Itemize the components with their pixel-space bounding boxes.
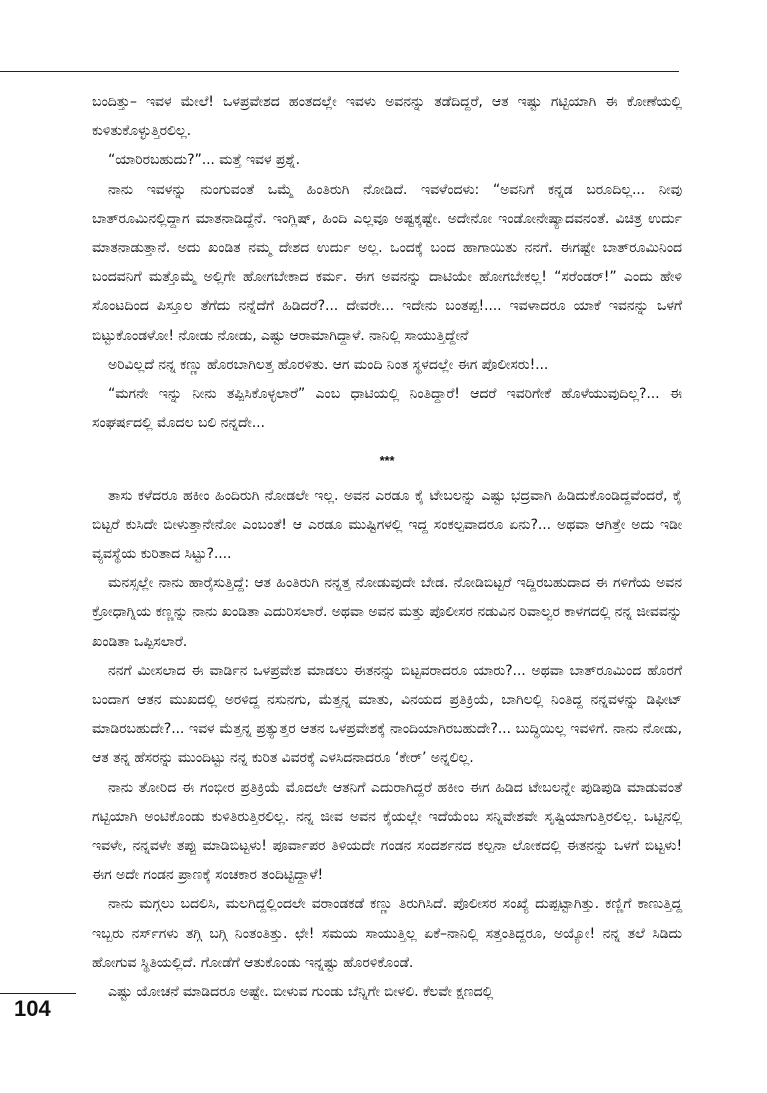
paragraph: ಬಂದಿತ್ತು– ಇವಳ ಮೇಲೆ! ಒಳಪ್ರವೇಶದ ಹಂತದಲ್ಲೇ ಇವಳು ಅವನನ್ನು ತಡೆದಿದ್ದರೆ, ಆತ ಇಷ್ಟು ಗಟ್ಟಿಯಾಗಿ ಈ ಕೋಣೆಯಲ್ಲಿ ಕುಳಿತುಕೊಳ್ಳುತ್ತಿರಲಿಲ್ಲ. bbox=[92, 94, 682, 140]
paragraph: “ಮಗನೇ ಇನ್ನು ನೀನು ತಪ್ಪಿಸಿಕೊಳ್ಳಲಾರೆ” ಎಂಬ ಧಾಟಿಯಲ್ಲಿ ನಿಂತಿದ್ದಾರೆ! ಆದರೆ ಇವರಿಗೇಕೆ ಹೊಳೆಯುವುದಿಲ್ಲ?... ಈ ಸಂಘರ್ಷದಲ್ಲಿ ಮೊದಲ ಬಲಿ ನನ್ನದೇ... bbox=[92, 386, 682, 432]
section-separator: *** bbox=[379, 453, 395, 469]
paragraph: ಅರಿವಿಲ್ಲದೆ ನನ್ನ ಕಣ್ಣು ಹೊರಬಾಗಿಲತ್ತ ಹೊರಳಿತು. ಆಗ ಮಂದಿ ನಿಂತ ಸ್ಥಳದಲ್ಲೇ ಈಗ ಪೊಲೀಸರು!... bbox=[108, 356, 549, 373]
paragraph: ನನಗೆ ಮೀಸಲಾದ ಈ ವಾರ್ಡಿನ ಒಳಪ್ರವೇಶ ಮಾಡಲು ಈತನನ್ನು ಬಿಟ್ಟವರಾದರೂ ಯಾರು?... ಅಥವಾ ಬಾತ್‌ರೂಮಿಂದ ಹೊರಗೆ ಬಂದಾಗ ಆತನ ಮುಖದಲ್ಲಿ ಅರಳಿದ್ದ ನಸುನಗು, ಮೆತ್ತನ್ನ ಮಾತು, ವಿನಯದ ಪ್ರತಿಕ್ರಿಯೆ, ಬಾಗಿಲಲ್ಲಿ ನಿಂತಿದ್ದ ನನ್ನವಳನ್ನು ಡಿಫೀಟ್ ಮಾಡಿರಬಹುದೇ?... ಇವಳ ಮೆತ್ತನ್ನ ಪ್ರತ್ಯುತ್ತರ ಆತನ ಒಳಪ್ರವೇಶಕ್ಕೆ ನಾಂದಿಯಾಗಿರಬಹುದೇ?... ಬುದ್ಧಿಯಿಲ್ಲ ಇವಳಿಗೆ. ನಾನು ನೋಡು, ಆತ ತನ್ನ ಹೆಸರನ್ನು ಮುಂದಿಟ್ಟು ನನ್ನ ಕುರಿತ ವಿವರಕ್ಕೆ ಎಳಸಿದನಾದರೂ ‘ಕೇರ್’ ಅನ್ನಲಿಲ್ಲ. bbox=[92, 662, 682, 767]
page-number: 104 bbox=[14, 996, 51, 1021]
footer-rule bbox=[0, 993, 76, 994]
paragraph: ಎಷ್ಟು ಯೋಚನೆ ಮಾಡಿದರೂ ಅಷ್ಟೇ. ಬೀಳುವ ಗುಂಡು ಬೆನ್ನಿಗೇ ಬೀಳಲಿ. ಕೆಲವೇ ಕ್ಷಣದಲ್ಲಿ bbox=[108, 984, 494, 1001]
paragraph: ಮನಸ್ಸಲ್ಲೇ ನಾನು ಹಾರೈಸುತ್ತಿದ್ದೆ: ಆತ ಹಿಂತಿರುಗಿ ನನ್ನತ್ತ ನೋಡುವುದೇ ಬೇಡ. ನೋಡಿಬಿಟ್ಟರೆ ಇದ್ದಿರಬಹುದಾದ ಈ ಗಳಿಗೆಯ ಅವನ ಕ್ರೋಧಾಗ್ನಿಯ ಕಣ್ಣನ್ನು ನಾನು ಖಂಡಿತಾ ಎದುರಿಸಲಾರೆ. ಅಥವಾ ಅವನ ಮತ್ತು ಪೊಲೀಸರ ನಡುವಿನ ರಿವಾಲ್ವರ ಕಾಳಗದಲ್ಲಿ ನನ್ನ ಜೀವವನ್ನು ಖಂಡಿತಾ ಒಪ್ಪಿಸಲಾರೆ. bbox=[92, 575, 682, 650]
paragraph: ನಾನು ಮಗ್ಗಲು ಬದಲಿಸಿ, ಮಲಗಿದ್ದಲ್ಲಿಂದಲೇ ವರಾಂಡಕಡೆ ಕಣ್ಣು ತಿರುಗಿಸಿದೆ. ಪೊಲೀಸರ ಸಂಖ್ಯೆ ದುಪ್ಪಟ್ಟಾಗಿತ್ತು. ಕಣ್ಣಿಗೆ ಕಾಣುತ್ತಿದ್ದ ಇಬ್ಬರು ನರ್ಸ್‌ಗಳು ತಗ್ಗಿ ಬಗ್ಗಿ ನಿಂತಂತಿತ್ತು. ಛೇ! ಸಮಯ ಸಾಯುತ್ತಿಲ್ಲ ಏಕೆ–ನಾನಿಲ್ಲಿ ಸತ್ತಂತಿದ್ದರೂ, ಅಯ್ಯೋ! ನನ್ನ ತಲೆ ಸಿಡಿದು ಹೋಗುವ ಸ್ಥಿತಿಯಲ್ಲಿದೆ. ಗೋಡೆಗೆ ಆತುಕೊಂಡು ಇನ್ನಷ್ಟು ಹೊರಳಿಕೊಂಡೆ. bbox=[92, 896, 682, 971]
paragraph: “ಯಾರಿರಬಹುದು?”... ಮತ್ತೆ ಇವಳ ಪ್ರಶ್ನೆ. bbox=[108, 152, 300, 169]
body-text bbox=[92, 88, 682, 1007]
paragraph: ತಾಸು ಕಳೆದರೂ ಹಕೀಂ ಹಿಂದಿರುಗಿ ನೋಡಲೇ ಇಲ್ಲ. ಅವನ ಎರಡೂ ಕೈ ಟೇಬಲನ್ನು ಎಷ್ಟು ಭದ್ರವಾಗಿ ಹಿಡಿದುಕೊಂಡಿದ್ದವೆಂದರೆ, ಕೈ ಬಿಟ್ಟರೆ ಕುಸಿದೇ ಬೀಳುತ್ತಾನೇನೋ ಎಂಬಂತೆ! ಆ ಎರಡೂ ಮುಷ್ಟಿಗಳಲ್ಲಿ ಇದ್ದ ಸಂಕಲ್ಪವಾದರೂ ಏನು?... ಅಥವಾ ಆಗಿತ್ತೇ ಅದು ಇಡೀ ವ್ಯವಸ್ಥೆಯ ಕುರಿತಾದ ಸಿಟ್ಟು?.... bbox=[92, 487, 682, 563]
paragraph: ನಾನು ತೋರಿದ ಈ ಗಂಭೀರ ಪ್ರತಿಕ್ರಿಯೆ ಮೊದಲೇ ಆತನಿಗೆ ಎದುರಾಗಿದ್ದರೆ ಹಕೀಂ ಈಗ ಹಿಡಿದ ಟೇಬಲನ್ನೇ ಪುಡಿಪುಡಿ ಮಾಡುವಂತೆ ಗಟ್ಟಿಯಾಗಿ ಅಂಟಿಕೊಂಡು ಕುಳಿತಿರುತ್ತಿರಲಿಲ್ಲ. ನನ್ನ ಜೀವ ಅವನ ಕೈಯಲ್ಲೇ ಇದೆಯೆಂಬ ಸನ್ನಿವೇಶವೇ ಸೃಷ್ಟಿಯಾಗುತ್ತಿರಲಿಲ್ಲ. ಒಟ್ಟಿನಲ್ಲಿ ಇವಳೇ, ನನ್ನವಳೇ ತಪ್ಪು ಮಾಡಿಬಿಟ್ಟಳು! ಪೂರ್ವಾಪರ ತಿಳಿಯದೇ ಗಂಡನ ಸಂದರ್ಶನದ ಕಲ್ಪನಾ ಲೋಕದಲ್ಲಿ ಈತನನ್ನು ಒಳಗೆ ಬಿಟ್ಟಳು! ಈಗ ಅದೇ ಗಂಡನ ಪ್ರಾಣಕ್ಕೆ ಸಂಚಕಾರ ತಂದಿಟ್ಟಿದ್ದಾಳೆ! bbox=[92, 779, 682, 884]
header-rule bbox=[0, 71, 679, 72]
paragraph: ನಾನು ಇವಳನ್ನು ನುಂಗುವಂತೆ ಒಮ್ಮೆ ಹಿಂತಿರುಗಿ ನೋಡಿದೆ. ಇವಳೆಂದಳು: “ಅವನಿಗೆ ಕನ್ನಡ ಬರೂದಿಲ್ಲ... ನೀವು ಬಾತ್‌ರೂಮಿನಲ್ಲಿದ್ದಾಗ ಮಾತನಾಡಿದ್ದೆನೆ. ಇಂಗ್ಲಿಷ್, ಹಿಂದಿ ಎಲ್ಲವೂ ಅಷ್ಟಕ್ಕಷ್ಟೇ. ಅದೇನೋ ಇಂಡೋನೇಷ್ಯಾದವನಂತೆ. ವಿಚಿತ್ರ ಉರ್ದು ಮಾತನಾಡುತ್ತಾನೆ. ಅದು ಖಂಡಿತ ನಮ್ಮ ದೇಶದ ಉರ್ದು ಅಲ್ಲ. ಒಂದಕ್ಕೆ ಬಂದ ಹಾಗಾಯಿತು ನನಗೆ. ಈಗಷ್ಟೇ ಬಾತ್‌ರೂಮಿನಿಂದ ಬಂದವನಿಗೆ ಮತ್ತೊಮ್ಮೆ ಅಲ್ಲಿಗೇ ಹೋಗಬೇಕಾದ ಕರ್ಮ. ಈಗ ಅವನನ್ನು ದಾಟಿಯೇ ಹೋಗಬೇಕಲ್ಲ! “ಸರೆಂಡರ್!” ಎಂದು ಹೇಳಿ ಸೊಂಟದಿಂದ ಪಿಸ್ತೂಲ ತೆಗೆದು ನನ್ನೆದೆಗೆ ಹಿಡಿದರೆ?... ದೇವರೇ... ಇದೇನು ಬಂತಪ್ಪ!.... ಇವಳಾದರೂ ಯಾಕೆ ಇವನನ್ನು ಒಳಗೆ ಬಿಟ್ಟುಕೊಂಡಳೋ! ನೋಡು ನೋಡು, ಎಷ್ಟು ಆರಾಮಾಗಿದ್ದಾಳೆ. ನಾನಿಲ್ಲಿ ಸಾಯುತ್ತಿದ್ದೇನೆ bbox=[92, 181, 682, 344]
